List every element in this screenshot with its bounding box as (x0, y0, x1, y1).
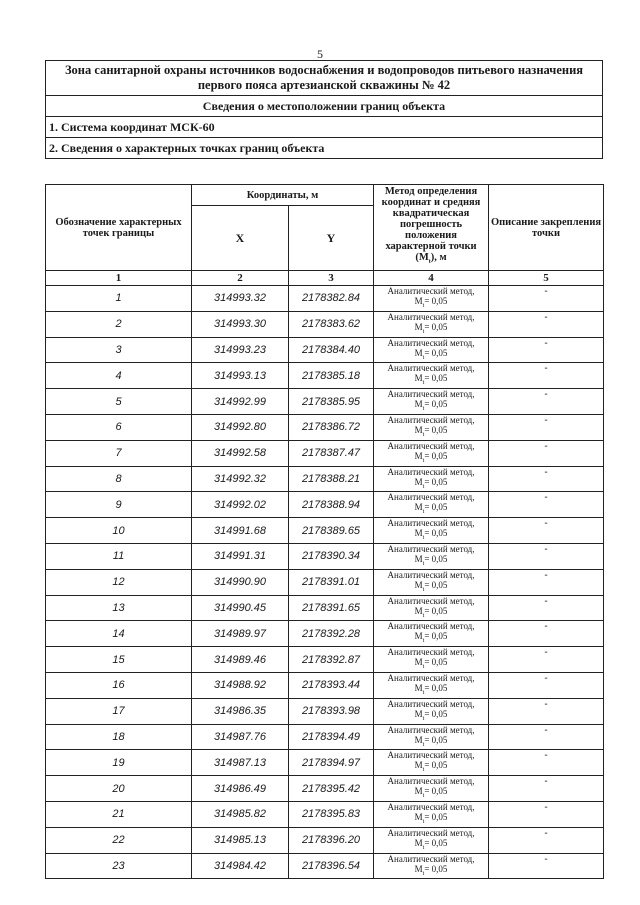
method-accuracy: $M_t= 0,05$ (414, 682, 448, 696)
point-number: 14 (46, 621, 192, 647)
description-cell: - (489, 337, 604, 363)
method-accuracy: $M_t= 0,05$ (414, 476, 448, 490)
method-accuracy: $M_t= 0,05$ (414, 450, 448, 464)
coordinate-system: 1. Система координат МСК-60 (46, 117, 603, 138)
coord-y: 2178385.95 (289, 389, 374, 415)
coord-x: 314989.46 (192, 647, 289, 673)
method-text: Аналитический метод, (387, 389, 475, 400)
method-cell (374, 853, 489, 879)
method-text: Аналитический метод, (387, 311, 475, 322)
coord-y: 2178384.40 (289, 337, 374, 363)
description-cell: - (489, 466, 604, 492)
method-text: Аналитический метод, (387, 518, 475, 529)
header-description: Описание закрепления точки (489, 185, 604, 271)
header-coordinates: Координаты, м (192, 185, 374, 206)
table-row (46, 569, 604, 595)
table-row (46, 518, 604, 544)
coord-x: 314987.13 (192, 750, 289, 776)
method-accuracy: $M_t= 0,05$ (414, 863, 448, 877)
description-cell: - (489, 672, 604, 698)
table-row (46, 286, 604, 312)
method-cell (374, 518, 489, 544)
method-accuracy: $M_t= 0,05$ (414, 502, 448, 516)
table-row (46, 466, 604, 492)
table-row (46, 776, 604, 802)
document-title: Зона санитарной охраны источников водоснабжения и водопроводов питьевого назначения первого пояса артезианской скважины № 42 (46, 61, 603, 96)
coord-x: 314993.13 (192, 363, 289, 389)
method-accuracy: $M_t= 0,05$ (414, 708, 448, 722)
coord-x: 314993.32 (192, 286, 289, 312)
point-number: 9 (46, 492, 192, 518)
description-cell: - (489, 543, 604, 569)
method-accuracy: $M_t= 0,05$ (414, 786, 448, 799)
description-cell: - (489, 363, 604, 389)
method-cell (374, 466, 489, 492)
column-number: 3 (289, 271, 374, 286)
method-accuracy: $M_t= 0,05$ (414, 424, 448, 438)
method-accuracy: $M_t= 0,05$ (414, 373, 448, 387)
coord-x: 314993.30 (192, 311, 289, 337)
points-header: 2. Сведения о характерных точках границ объекта (46, 138, 603, 159)
method-text: Аналитический метод, (387, 827, 475, 838)
coord-y: 2178395.83 (289, 801, 374, 827)
table-row (46, 543, 604, 569)
method-cell (374, 440, 489, 466)
column-number: 4 (374, 271, 489, 286)
method-cell (374, 595, 489, 621)
coord-x: 314986.49 (192, 776, 289, 802)
description-cell: - (489, 776, 604, 802)
description-cell: - (489, 311, 604, 337)
coord-x: 314984.42 (192, 853, 289, 879)
method-cell (374, 492, 489, 518)
method-text: Аналитический метод, (387, 853, 475, 864)
header-point-designation: Обозначение характерных точек границы (46, 185, 192, 271)
coord-y: 2178396.20 (289, 827, 374, 853)
method-text: Аналитический метод, (387, 750, 475, 761)
method-accuracy: $M_t= 0,05$ (414, 579, 448, 593)
point-number: 18 (46, 724, 192, 750)
method-cell (374, 776, 489, 802)
point-number: 1 (46, 286, 192, 312)
coord-x: 314992.02 (192, 492, 289, 518)
coord-y: 2178388.21 (289, 466, 374, 492)
method-text: Аналитический метод, (387, 569, 475, 580)
table-row (46, 363, 604, 389)
coord-y: 2178390.34 (289, 543, 374, 569)
method-text: Аналитический метод, (387, 801, 475, 812)
point-number: 2 (46, 311, 192, 337)
coord-y: 2178387.47 (289, 440, 374, 466)
method-accuracy: $M_t= 0,05$ (414, 399, 448, 412)
coord-y: 2178394.49 (289, 724, 374, 750)
method-accuracy: $M_t= 0,05$ (414, 631, 448, 645)
method-text: Аналитический метод, (387, 466, 475, 477)
method-cell (374, 827, 489, 853)
column-number: 1 (46, 271, 192, 286)
point-number: 21 (46, 801, 192, 827)
table-row (46, 440, 604, 466)
coord-y: 2178385.18 (289, 363, 374, 389)
description-cell: - (489, 492, 604, 518)
table-row (46, 801, 604, 827)
method-cell (374, 543, 489, 569)
coord-y: 2178392.28 (289, 621, 374, 647)
point-number: 11 (46, 543, 192, 569)
method-cell (374, 337, 489, 363)
header-x: X (192, 206, 289, 271)
method-cell (374, 672, 489, 698)
method-cell (374, 363, 489, 389)
coord-y: 2178382.84 (289, 286, 374, 312)
table-row (46, 311, 604, 337)
method-cell (374, 286, 489, 312)
method-text: Аналитический метод, (387, 621, 475, 632)
point-number: 22 (46, 827, 192, 853)
coord-y: 2178391.65 (289, 595, 374, 621)
method-accuracy: $M_t= 0,05$ (414, 657, 448, 670)
method-text: Аналитический метод, (387, 543, 475, 554)
header-method: Метод определения координат и средняя квадратическая погрешность положения характерной точки $(M_t)$, м (374, 185, 489, 271)
table-row (46, 724, 604, 750)
coord-y: 2178391.01 (289, 569, 374, 595)
coord-x: 314986.35 (192, 698, 289, 724)
coord-x: 314991.31 (192, 543, 289, 569)
method-cell (374, 750, 489, 776)
method-cell (374, 569, 489, 595)
table-row (46, 492, 604, 518)
method-text: Аналитический метод, (387, 698, 475, 709)
method-text: Аналитический метод, (387, 492, 475, 503)
table-row (46, 672, 604, 698)
coord-x: 314992.99 (192, 389, 289, 415)
point-number: 7 (46, 440, 192, 466)
coord-y: 2178383.62 (289, 311, 374, 337)
table-row (46, 389, 604, 415)
coord-x: 314985.82 (192, 801, 289, 827)
coord-y: 2178394.97 (289, 750, 374, 776)
coord-y: 2178388.94 (289, 492, 374, 518)
description-cell: - (489, 853, 604, 879)
coord-x: 314988.92 (192, 672, 289, 698)
coord-x: 314989.97 (192, 621, 289, 647)
description-cell: - (489, 286, 604, 312)
section-title: Сведения о местоположении границ объекта (46, 96, 603, 117)
point-number: 8 (46, 466, 192, 492)
description-cell: - (489, 698, 604, 724)
coord-x: 314992.80 (192, 414, 289, 440)
method-accuracy: $M_t= 0,05$ (414, 734, 448, 748)
description-cell: - (489, 569, 604, 595)
point-number: 10 (46, 518, 192, 544)
method-text: Аналитический метод, (387, 440, 475, 451)
coord-x: 314987.76 (192, 724, 289, 750)
point-number: 19 (46, 750, 192, 776)
point-number: 20 (46, 776, 192, 802)
table-row (46, 621, 604, 647)
point-number: 15 (46, 647, 192, 673)
method-text: Аналитический метод, (387, 414, 475, 425)
points-table (45, 184, 604, 879)
method-text: Аналитический метод, (387, 776, 475, 787)
method-accuracy: $M_t= 0,05$ (414, 296, 448, 309)
table-row (46, 827, 604, 853)
method-accuracy: $M_t= 0,05$ (414, 321, 448, 335)
column-number: 5 (489, 271, 604, 286)
coord-y: 2178392.87 (289, 647, 374, 673)
method-cell (374, 647, 489, 673)
method-accuracy: $M_t= 0,05$ (414, 553, 448, 567)
document-header-table (45, 60, 603, 159)
method-accuracy: $M_t= 0,05$ (414, 811, 448, 825)
coord-x: 314993.23 (192, 337, 289, 363)
method-accuracy: $M_t= 0,05$ (414, 837, 448, 851)
coord-y: 2178393.44 (289, 672, 374, 698)
coord-x: 314990.45 (192, 595, 289, 621)
description-cell: - (489, 750, 604, 776)
method-text: Аналитический метод, (387, 337, 475, 348)
method-cell (374, 724, 489, 750)
coord-y: 2178395.42 (289, 776, 374, 802)
method-accuracy: $M_t= 0,05$ (414, 760, 448, 774)
method-text: Аналитический метод, (387, 363, 475, 374)
table-row (46, 698, 604, 724)
method-cell (374, 414, 489, 440)
coord-x: 314992.32 (192, 466, 289, 492)
table-row (46, 750, 604, 776)
point-number: 6 (46, 414, 192, 440)
table-row (46, 595, 604, 621)
method-accuracy: $M_t= 0,05$ (414, 528, 448, 541)
coord-y: 2178396.54 (289, 853, 374, 879)
point-number: 16 (46, 672, 192, 698)
coord-y: 2178386.72 (289, 414, 374, 440)
method-text: Аналитический метод, (387, 286, 475, 296)
description-cell: - (489, 518, 604, 544)
table-row (46, 414, 604, 440)
description-cell: - (489, 621, 604, 647)
method-text: Аналитический метод, (387, 647, 475, 658)
method-accuracy: $M_t= 0,05$ (414, 605, 448, 619)
coord-y: 2178393.98 (289, 698, 374, 724)
column-number: 2 (192, 271, 289, 286)
method-cell (374, 621, 489, 647)
description-cell: - (489, 647, 604, 673)
table-row (46, 337, 604, 363)
coord-x: 314990.90 (192, 569, 289, 595)
coord-x: 314985.13 (192, 827, 289, 853)
table-row (46, 853, 604, 879)
description-cell: - (489, 801, 604, 827)
description-cell: - (489, 440, 604, 466)
point-number: 23 (46, 853, 192, 879)
coord-x: 314992.58 (192, 440, 289, 466)
method-cell (374, 311, 489, 337)
method-cell (374, 801, 489, 827)
point-number: 5 (46, 389, 192, 415)
point-number: 4 (46, 363, 192, 389)
table-row (46, 647, 604, 673)
description-cell: - (489, 414, 604, 440)
point-number: 3 (46, 337, 192, 363)
method-accuracy: $M_t= 0,05$ (414, 347, 448, 361)
point-number: 17 (46, 698, 192, 724)
coord-x: 314991.68 (192, 518, 289, 544)
description-cell: - (489, 389, 604, 415)
method-text: Аналитический метод, (387, 724, 475, 735)
description-cell: - (489, 595, 604, 621)
method-cell (374, 698, 489, 724)
point-number: 13 (46, 595, 192, 621)
page-number: 5 (317, 47, 323, 61)
coord-y: 2178389.65 (289, 518, 374, 544)
point-number: 12 (46, 569, 192, 595)
description-cell: - (489, 827, 604, 853)
method-text: Аналитический метод, (387, 595, 475, 606)
description-cell: - (489, 724, 604, 750)
method-text: Аналитический метод, (387, 672, 475, 683)
header-y: Y (289, 206, 374, 271)
method-cell (374, 389, 489, 415)
